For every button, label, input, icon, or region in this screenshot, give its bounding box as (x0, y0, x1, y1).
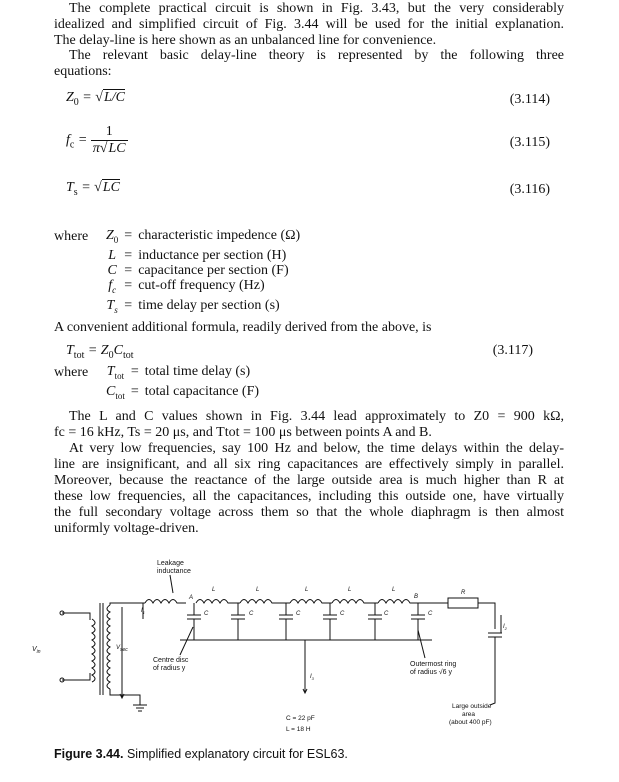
ground-icon (133, 705, 147, 711)
primary-leads (62, 613, 90, 680)
vin-label: $V_{in}$ (32, 646, 41, 655)
body-line: the full secondary voltage across them so that the whole diaphragm is then almost (54, 505, 564, 520)
equation-3-115: $f_c$ = $\frac{1}{\pi√LC}$ (66, 124, 126, 156)
primary-winding (92, 619, 95, 682)
caption-text: Simplified explanatory circuit for ESL63. (126, 747, 348, 761)
fraction-numerator: 1 (91, 124, 128, 141)
body-line: equations: (54, 64, 112, 79)
inductor (240, 600, 290, 604)
definitions-list: $T_{tot}$ = total time delay (s) $C_{tot}$ = total capacitance (F) (103, 364, 262, 404)
definition: time delay per section (s) (138, 297, 280, 313)
i3-label: $I_3$ (310, 674, 314, 681)
l-label: L (212, 587, 216, 593)
c-label: C (428, 611, 433, 617)
i1-label: $I_1$ (141, 608, 145, 615)
equation-number: (3.117) (492, 343, 533, 358)
ring-capacitors (187, 603, 425, 640)
l-label: L (348, 587, 352, 593)
equation-3-116: $T_s = √LC$ (66, 180, 120, 198)
body-line: The L and C values shown in Fig. 3.44 lead approximately to Z0 = 900 kΩ, (69, 409, 564, 424)
ground-line (110, 689, 140, 705)
body-line: Moreover, because the reactance of the large outside area is much higher than R at (54, 473, 564, 488)
equation-number: (3.115) (509, 135, 550, 150)
large-area-label: area (462, 711, 476, 718)
caption-label: Figure 3.44. (54, 747, 124, 761)
leader-line (170, 575, 173, 593)
body-line: uniformly voltage-driven. (54, 521, 199, 536)
l-label: L (256, 587, 260, 593)
secondary-winding (107, 605, 110, 689)
equation-3-117: $T_{tot} = Z_0C_{tot}$ (66, 343, 134, 361)
vsec-label: $V_{sec}$ (116, 645, 128, 653)
body-line: At very low frequencies, say 100 Hz and below, the time delays within the delay- (69, 441, 564, 456)
definition: capacitance per section (F) (138, 262, 289, 278)
body-line: fc = 16 kHz, Ts = 20 μs, and Ttot = 100 μs between points A and B. (54, 425, 432, 440)
l-value-label: L = 18 H (286, 726, 311, 733)
body-line: idealized and simplified circuit of Fig. 3.44 will be used for the initial explanation. (54, 17, 564, 32)
equation-3-114: $Z_0 = √L/C$ (66, 90, 125, 108)
c-label: C (296, 611, 301, 617)
c-label: C (340, 611, 345, 617)
body-line: The relevant basic delay-line theory is represented by the following three (69, 48, 564, 63)
leader-line (180, 627, 193, 655)
definition: characteristic impedence (Ω) (138, 228, 301, 243)
c-label: C (384, 611, 389, 617)
centre-disc-label: of radius y (153, 665, 186, 672)
large-area-label: (about 400 pF) (449, 719, 492, 726)
body-line: The complete practical circuit is shown in Fig. 3.43, but the very considerably (69, 1, 564, 16)
figure-caption (54, 747, 348, 761)
large-area-label: Large outside (452, 703, 492, 710)
outside-capacitor (488, 633, 502, 690)
definition: cut-off frequency (Hz) (138, 277, 265, 293)
inductor (332, 600, 378, 604)
definitions-list: $Z_0$ = characteristic impedence (Ω) L = inductance per section (H) C = capacitance per section (F) $f_c$ = cut-off frequency (Hz) $T_s$ = time delay per section (s) (103, 228, 303, 317)
c-value-label: C = 22 pF (286, 715, 315, 722)
secondary-top (110, 603, 145, 605)
leader-line (418, 630, 425, 658)
outermost-ring-label: of radius √6 y (410, 669, 452, 676)
equation-number: (3.116) (509, 182, 550, 197)
circuit-diagram (0, 545, 619, 745)
centre-disc-label: Centre disc (153, 657, 189, 664)
c-label: C (204, 611, 209, 617)
leakage-label: inductance (157, 568, 191, 575)
body-line: line are insignificant, and all six ring capacitances are effectively simply in parallel. (54, 457, 564, 472)
where-label: where (54, 365, 89, 380)
definition: inductance per section (H) (138, 247, 287, 263)
inductor (378, 600, 416, 604)
node-b-label: B (414, 594, 419, 600)
body-line: A convenient additional formula, readily derived from the above, is (54, 320, 432, 335)
l-label: L (392, 587, 396, 593)
inductor (290, 600, 332, 604)
equation-number: (3.114) (509, 92, 550, 107)
inductor (196, 600, 240, 604)
body-line: The delay-line is here shown as an unbalanced line for convenience. (54, 33, 437, 48)
r-label: R (461, 590, 466, 596)
i2-label: $I_2$ (503, 624, 507, 631)
leakage-inductor (145, 600, 186, 604)
l-label: L (305, 587, 309, 593)
leakage-label: Leakage (157, 560, 184, 567)
body-line: these low frequencies, all the capacitances, including this outside one, have virtually (54, 489, 564, 504)
c-label: C (249, 611, 254, 617)
where-label: where (54, 229, 89, 244)
definition: total time delay (s) (144, 364, 251, 379)
definition: total capacitance (F) (144, 383, 260, 399)
node-a-label: A (189, 595, 194, 601)
outermost-ring-label: Outermost ring (410, 661, 457, 668)
